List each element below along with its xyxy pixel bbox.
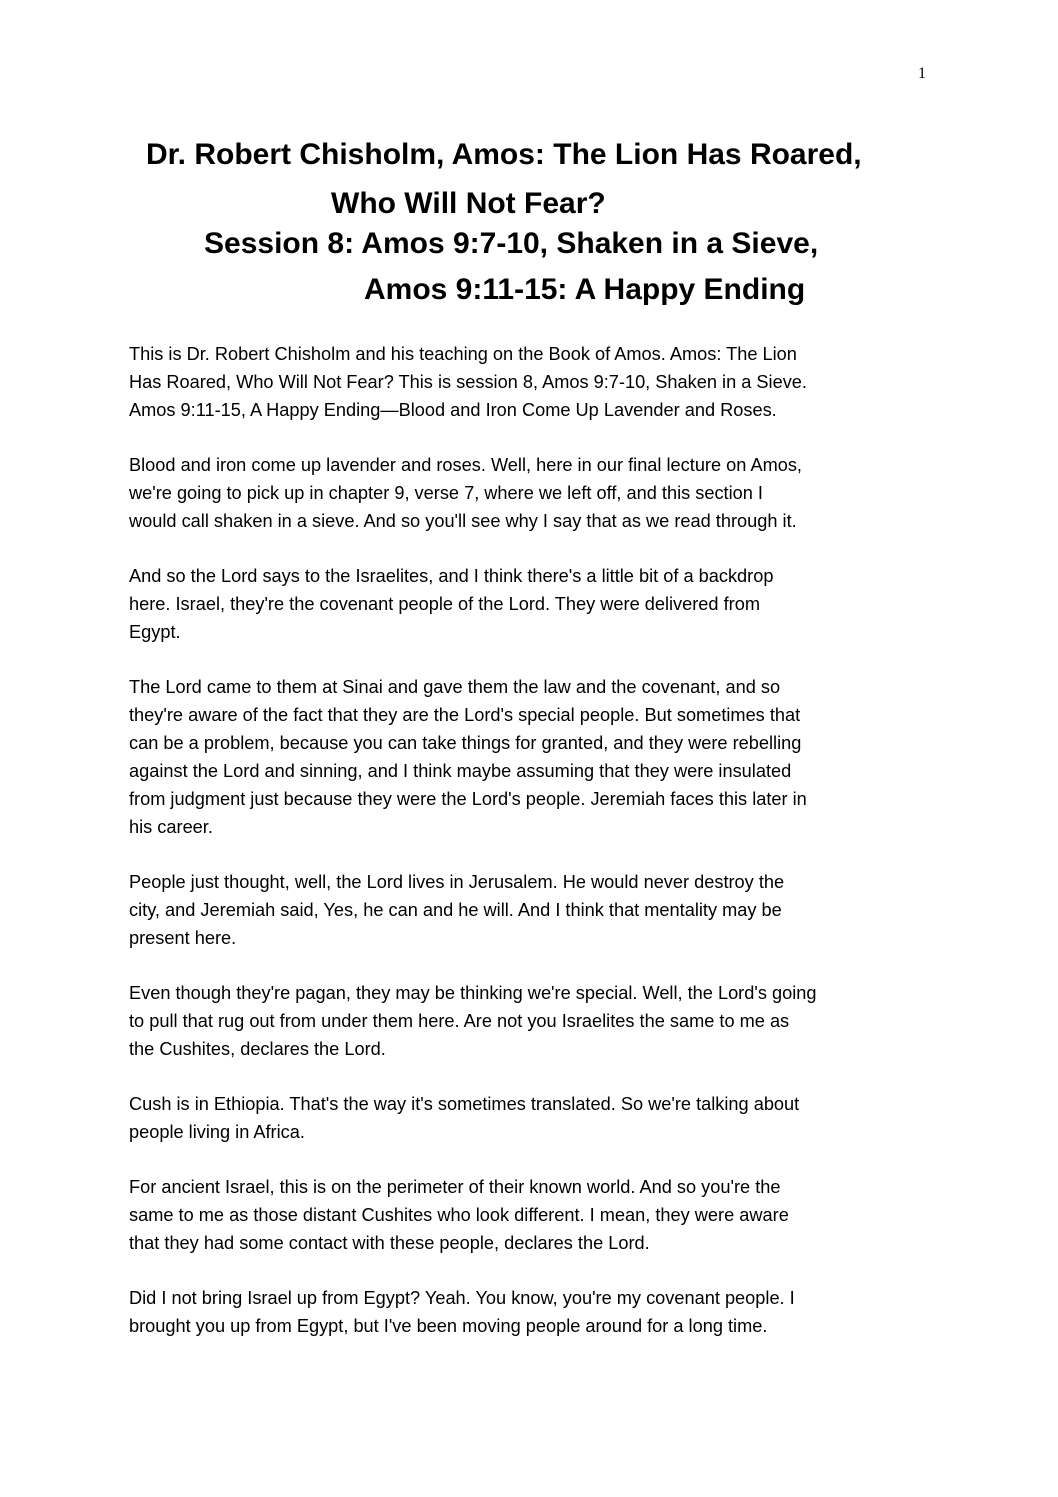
page-number: 1 [918,65,926,82]
paragraph-line: brought you up from Egypt, but I've been moving people around for a long time. [129,1316,768,1336]
paragraph-line: And so the Lord says to the Israelites, and I think there's a little bit of a backdrop [129,566,774,586]
paragraph-line: This is Dr. Robert Chisholm and his teaching on the Book of Amos. Amos: The Lion [129,344,797,364]
paragraph-line: Even though they're pagan, they may be thinking we're special. Well, the Lord's going [129,983,817,1003]
paragraph-line: Did I not bring Israel up from Egypt? Yeah. You know, you're my covenant people. I [129,1288,795,1308]
paragraph-line: to pull that rug out from under them here. Are not you Israelites the same to me as [129,1011,790,1031]
paragraph-line: city, and Jeremiah said, Yes, he can and he will. And I think that mentality may be [129,900,782,920]
paragraph-line: The Lord came to them at Sinai and gave them the law and the covenant, and so [129,677,781,697]
paragraph-line: here. Israel, they're the covenant people of the Lord. They were delivered from [129,594,760,614]
title-line-3: Session 8: Amos 9:7-10, Shaken in a Sieve, [204,227,819,260]
paragraph-line: would call shaken in a sieve. And so you'll see why I say that as we read through it. [129,511,797,531]
paragraph-line: same to me as those distant Cushites who look different. I mean, they were aware [129,1205,789,1225]
paragraph-line: they're aware of the fact that they are the Lord's special people. But sometimes that [129,705,801,725]
paragraph-line: that they had some contact with these people, declares the Lord. [129,1233,650,1253]
paragraph [129,1173,939,1257]
paragraph-line: Amos 9:11-15, A Happy Ending—Blood and Iron Come Up Lavender and Roses. [129,400,777,420]
paragraph [129,340,939,424]
paragraph-line: we're going to pick up in chapter 9, verse 7, where we left off, and this section I [129,483,763,503]
paragraph-line: Has Roared, Who Will Not Fear? This is session 8, Amos 9:7-10, Shaken in a Sieve. [129,372,807,392]
paragraph-line: can be a problem, because you can take things for granted, and they were rebelling [129,733,802,753]
paragraph-line: People just thought, well, the Lord lives in Jerusalem. He would never destroy the [129,872,785,892]
paragraph-line: Blood and iron come up lavender and roses. Well, here in our final lecture on Amos, [129,455,802,475]
paragraph [129,979,939,1063]
paragraph [129,562,939,646]
paragraph [129,1284,939,1340]
paragraph [129,451,939,535]
title-line-2: Who Will Not Fear? [331,187,606,220]
title-line-1: Dr. Robert Chisholm, Amos: The Lion Has Roared, [146,138,862,171]
paragraph-line: For ancient Israel, this is on the perimeter of their known world. And so you're the [129,1177,781,1197]
paragraph-line: from judgment just because they were the Lord's people. Jeremiah faces this later in [129,789,807,809]
paragraph [129,673,939,841]
paragraph-line: against the Lord and sinning, and I think maybe assuming that they were insulated [129,761,792,781]
paragraph-line: the Cushites, declares the Lord. [129,1039,386,1059]
paragraph-line: present here. [129,928,237,948]
document-body [129,340,939,1367]
paragraph [129,1090,939,1146]
title-line-4: Amos 9:11-15: A Happy Ending [364,273,806,306]
paragraph-line: people living in Africa. [129,1122,305,1142]
paragraph-line: Egypt. [129,622,181,642]
paragraph-line: his career. [129,817,213,837]
paragraph-line: Cush is in Ethiopia. That's the way it's sometimes translated. So we're talking about [129,1094,800,1114]
paragraph [129,868,939,952]
